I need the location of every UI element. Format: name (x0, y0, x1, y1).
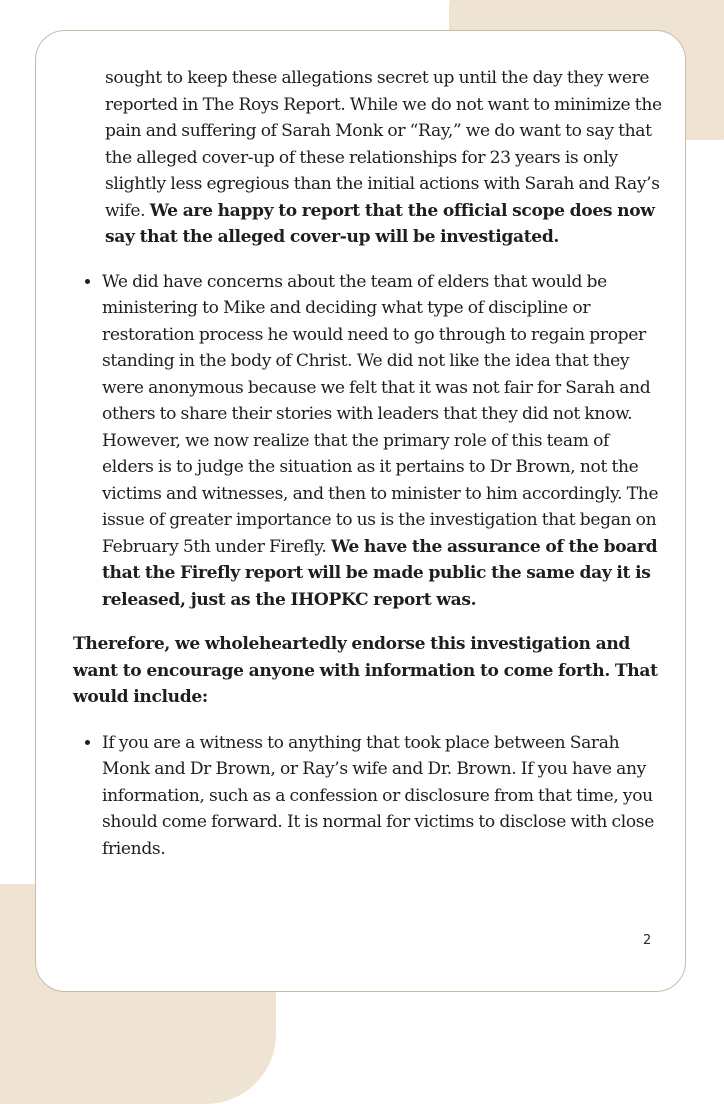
witness-list (73, 730, 663, 863)
list-item: • If you are a witness to anything that took place between Sarah Monk and Dr Brown, or Ray’s wife and Dr. Brown. If you have any information, such as a confession or disclosure from that time, you should come forward. It is normal for victims to disclose with close friends. (102, 730, 663, 863)
continued-paragraph (73, 65, 663, 251)
continued-paragraph-text: sought to keep these allegations secret up until the day they were reported in The Roys Report. While we do not want to minimize the pain and suffering of Sarah Monk or “Ray,” we do want to say that the alleged cover-up of these relationships for 23 years is only slightly less egregious than the initial actions with Sarah and Ray’s wife. (105, 68, 662, 221)
endorsement-paragraph (73, 631, 663, 711)
concerns-list (73, 269, 663, 614)
endorsement-text: Therefore, we wholeheartedly endorse this investigation and want to encourage anyone with information to come forth. That would include: (73, 634, 658, 707)
list-item-text: We did have concerns about the team of elders that would be ministering to Mike and deciding what type of discipline or restoration process he would need to go through to regain proper standing in the body of Christ. We did not like the idea that they were anonymous because we felt that it was not fair for Sarah and others to share their stories with leaders that they did not know. However, we now realize that the primary role of this team of elders is to judge the situation as it pertains to Dr Brown, not the victims and witnesses, and then to minister to him accordingly. The issue of greater importance to us is the investigation that began on February 5th under Firefly. (102, 271, 659, 557)
list-item (102, 269, 663, 614)
list-item-bold: We have the assurance of the board that the Firefly report will be made public the same day it is released, just as the IHOPKC report was. (102, 536, 658, 610)
page-number: 2 (643, 933, 652, 948)
continued-paragraph-bold: We are happy to report that the official scope does now say that the alleged cover-up will be investigated. (105, 200, 655, 247)
page-card (35, 30, 686, 992)
document-body (73, 65, 663, 862)
